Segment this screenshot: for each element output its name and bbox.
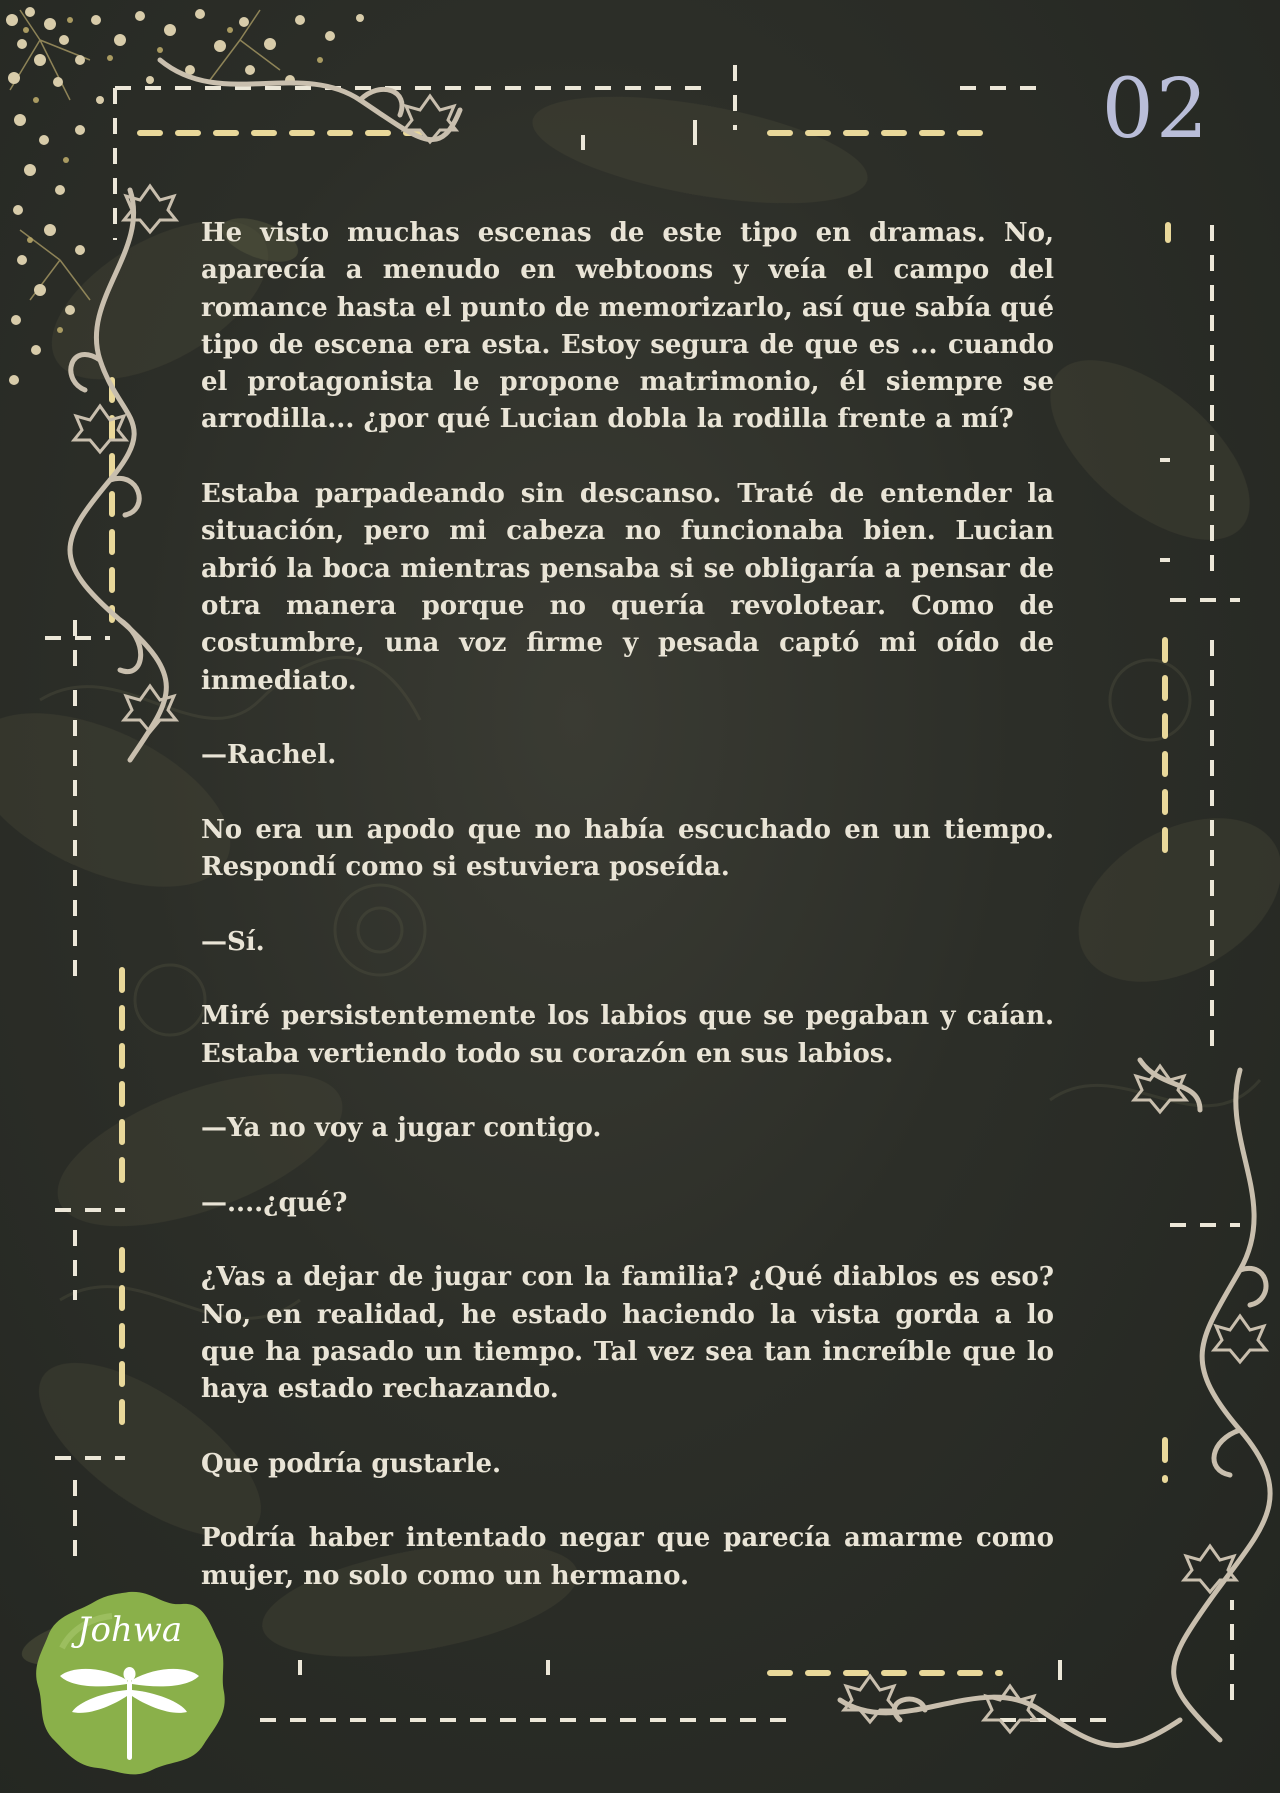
paragraph: ¿Vas a dejar de jugar con la familia? ¿Qué diablos es eso? No, en realidad, he estado haciendo la vista gorda a lo que ha pasado un tiempo. Tal vez sea tan increíble que lo haya estado rechazando. bbox=[201, 1262, 1054, 1405]
paragraph: He visto muchas escenas de este tipo en dramas. No, aparecía a menudo en webtoons y veía el campo del romance hasta el punto de memorizarlo, así que sabía qué tipo de escena era esta. Estoy segura de que es ... cuando el protagonista le propone matrimonio, él siempre se arrodilla... ¿por qué Lucian dobla la rodilla frente a mí? bbox=[201, 218, 1054, 435]
johwa-logo bbox=[32, 1588, 227, 1778]
paragraph: —Ya no voy a jugar contigo. bbox=[201, 1113, 602, 1144]
paragraph: Podría haber intentado negar que parecía amarme como mujer, no solo como un hermano. bbox=[201, 1523, 1054, 1591]
logo-text: Johwa bbox=[76, 1610, 183, 1650]
page-number: 02 bbox=[1101, 62, 1210, 157]
paragraph: —Rachel. bbox=[201, 740, 337, 771]
paragraph: No era un apodo que no había escuchado en un tiempo. Respondí como si estuviera poseída. bbox=[201, 814, 1054, 883]
paragraph: Que podría gustarle. bbox=[201, 1448, 502, 1479]
story-text bbox=[201, 215, 1054, 1632]
dragonfly-icon bbox=[32, 1588, 227, 1778]
paragraph: Estaba parpadeando sin descanso. Traté de entender la situación, pero mi cabeza no funcionaba bien. Lucian abrió la boca mientras pensaba si se obligaría a pensar de otra manera porque no quería revolotear. Como de costumbre, una voz firme y pesada captó mi oído de inmediato. bbox=[201, 479, 1054, 696]
paragraph: —....¿qué? bbox=[201, 1187, 348, 1218]
paragraph: —Sí. bbox=[201, 926, 265, 957]
paragraph: Miré persistentemente los labios que se pegaban y caían. Estaba vertiendo todo su corazón en sus labios. bbox=[201, 1001, 1054, 1069]
